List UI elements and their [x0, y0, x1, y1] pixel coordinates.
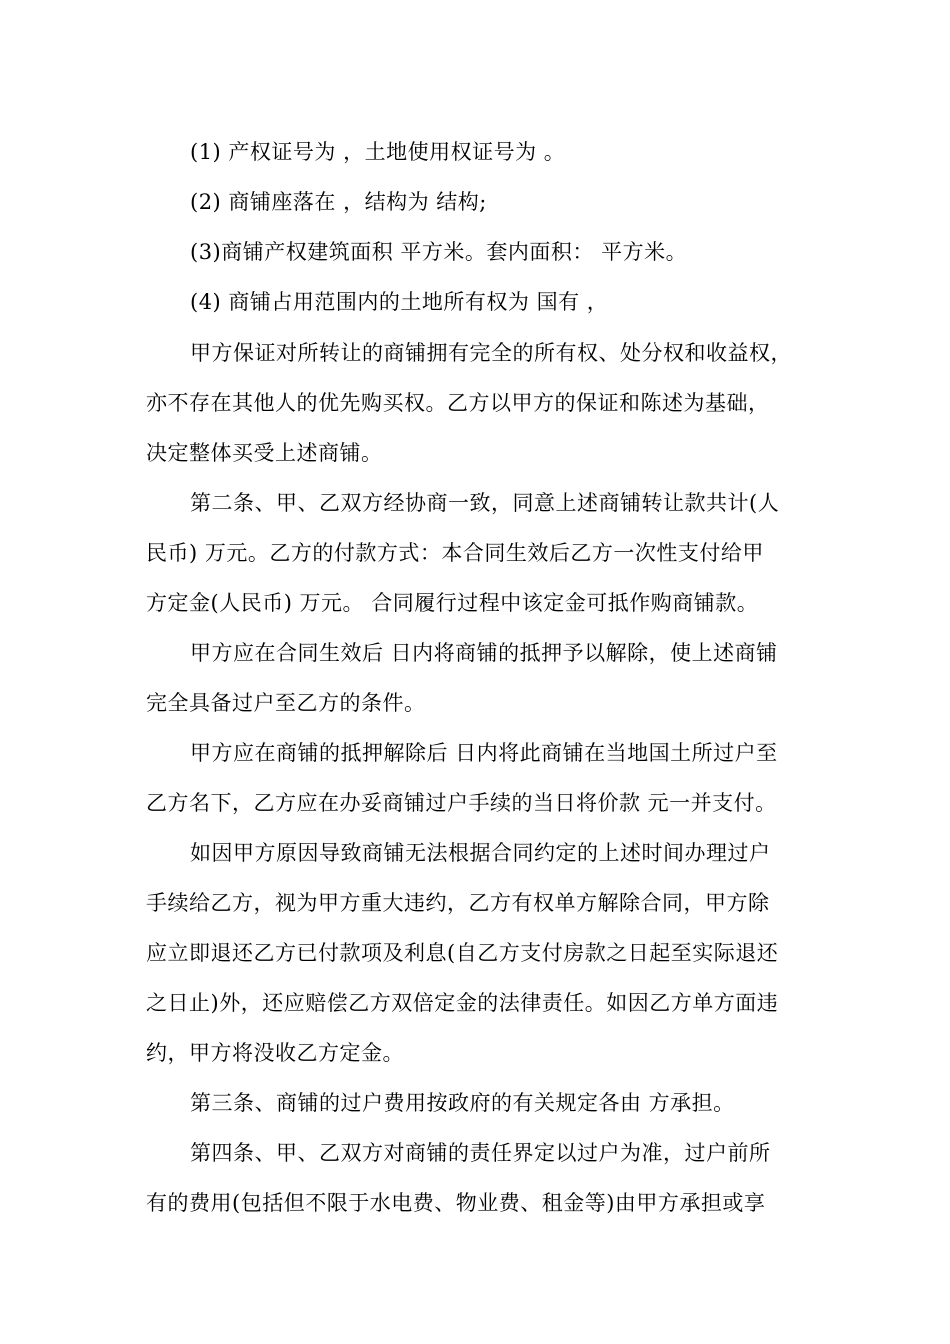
paragraph-line: 应立即退还乙方已付款项及利息(自乙方支付房款之日起至实际退还	[146, 941, 779, 965]
paragraph-line: 约，甲方将没收乙方定金。	[146, 1041, 404, 1065]
article-2-line: 方定金(人民币) 万元。 合同履行过程中该定金可抵作购商铺款。	[146, 591, 759, 615]
article-4-line: 第四条、甲、乙双方对商铺的责任界定以过户为准，过户前所	[190, 1141, 771, 1165]
clause-item-3: (3)商铺产权建筑面积 平方米。套内面积： 平方米。	[190, 240, 688, 264]
paragraph-line: 甲方保证对所转让的商铺拥有完全的所有权、处分权和收益权，	[190, 341, 792, 365]
article-2-line: 民币) 万元。乙方的付款方式：本合同生效后乙方一次性支付给甲	[146, 541, 764, 565]
paragraph-line: 亦不存在其他人的优先购买权。乙方以甲方的保证和陈述为基础，	[146, 391, 770, 415]
clause-item-1: (1) 产权证号为 ，土地使用权证号为 。	[190, 140, 566, 164]
paragraph-line: 完全具备过户至乙方的条件。	[146, 691, 426, 715]
article-3-line: 第三条、商铺的过户费用按政府的有关规定各由 方承担。	[190, 1091, 735, 1115]
paragraph-line: 之日止)外，还应赔偿乙方双倍定金的法律责任。如因乙方单方面违	[146, 991, 779, 1015]
article-2-line: 第二条、甲、乙双方经协商一致，同意上述商铺转让款共计(人	[190, 491, 780, 515]
clause-item-4: (4) 商铺占用范围内的土地所有权为 国有 ，	[190, 290, 609, 314]
article-4-line: 有的费用(包括但不限于水电费、物业费、租金等)由甲方承担或享	[146, 1191, 766, 1215]
clause-item-2: (2) 商铺座落在 ，结构为 结构;	[190, 190, 487, 214]
paragraph-line: 甲方应在商铺的抵押解除后 日内将此商铺在当地国土所过户至	[190, 741, 778, 765]
paragraph-line: 手续给乙方，视为甲方重大违约，乙方有权单方解除合同，甲方除	[146, 891, 770, 915]
paragraph-line: 决定整体买受上述商铺。	[146, 441, 383, 465]
paragraph-line: 甲方应在合同生效后 日内将商铺的抵押予以解除，使上述商铺	[190, 641, 778, 665]
paragraph-line: 乙方名下，乙方应在办妥商铺过户手续的当日将价款 元一并支付。	[146, 791, 777, 815]
paragraph-line: 如因甲方原因导致商铺无法根据合同约定的上述时间办理过户	[190, 841, 771, 865]
